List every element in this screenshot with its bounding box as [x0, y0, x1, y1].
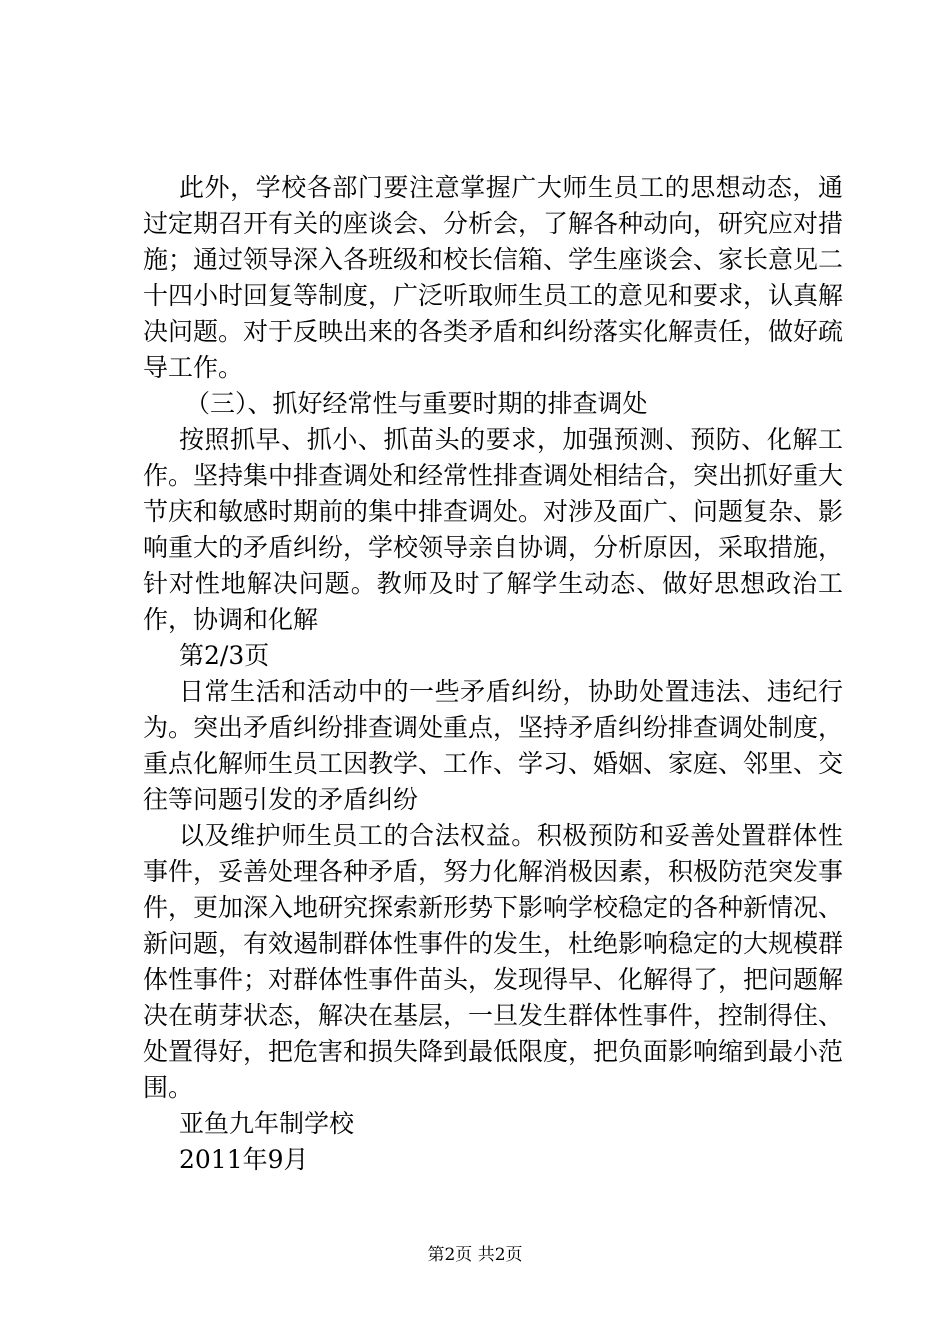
- paragraph-daily-conflicts: 日常生活和活动中的一些矛盾纠纷，协助处置违法、违纪行为。突出矛盾纠纷排查调处重点，坚持矛盾纠纷排查调处制度，重点化解师生员工因教学、工作、学习、婚姻、家庭、邻里、交往等问题引发的矛盾纠纷: [143, 677, 844, 814]
- inline-page-marker: 第2/3页: [179, 641, 270, 670]
- paragraph-early-prevention: 按照抓早、抓小、抓苗头的要求，加强预测、预防、化解工作。坚持集中排查调处和经常性排查调处相结合，突出抓好重大节庆和敏感时期前的集中排查调处。对涉及面广、问题复杂、影响重大的矛盾纠纷，学校领导亲自协调，分析原因，采取措施，针对性地解决问题。教师及时了解学生动态、做好思想政治工作，协调和化解: [143, 425, 844, 634]
- paragraph-rights-protection: 以及维护师生员工的合法权益。积极预防和妥善处置群体性事件，妥善处理各种矛盾，努力化解消极因素，积极防范突发事件，更加深入地研究探索新形势下影响学校稳定的各种新情况、新问题，有效遏制群体性事件的发生，杜绝影响稳定的大规模群体性事件；对群体性事件苗头，发现得早、化解得了，把问题解决在萌芽状态，解决在基层，一旦发生群体性事件，控制得住、处置得好，把危害和损失降到最低限度，把负面影响缩到最小范围。: [143, 821, 844, 1102]
- signature-school-name: 亚鱼九年制学校: [179, 1109, 355, 1138]
- signature-date: 2011年9月: [179, 1145, 309, 1174]
- page-footer: 第2页 共2页: [427, 1245, 523, 1265]
- paragraph-staff-dynamics: 此外，学校各部门要注意掌握广大师生员工的思想动态，通过定期召开有关的座谈会、分析会，了解各种动向，研究应对措施；通过领导深入各班级和校长信箱、学生座谈会、家长意见二十四小时回复等制度，广泛听取师生员工的意见和要求，认真解决问题。对于反映出来的各类矛盾和纠纷落实化解责任，做好疏导工作。: [143, 173, 844, 382]
- section-heading-3: （三）、抓好经常性与重要时期的排查调处: [185, 389, 648, 418]
- document-body: [143, 170, 843, 1178]
